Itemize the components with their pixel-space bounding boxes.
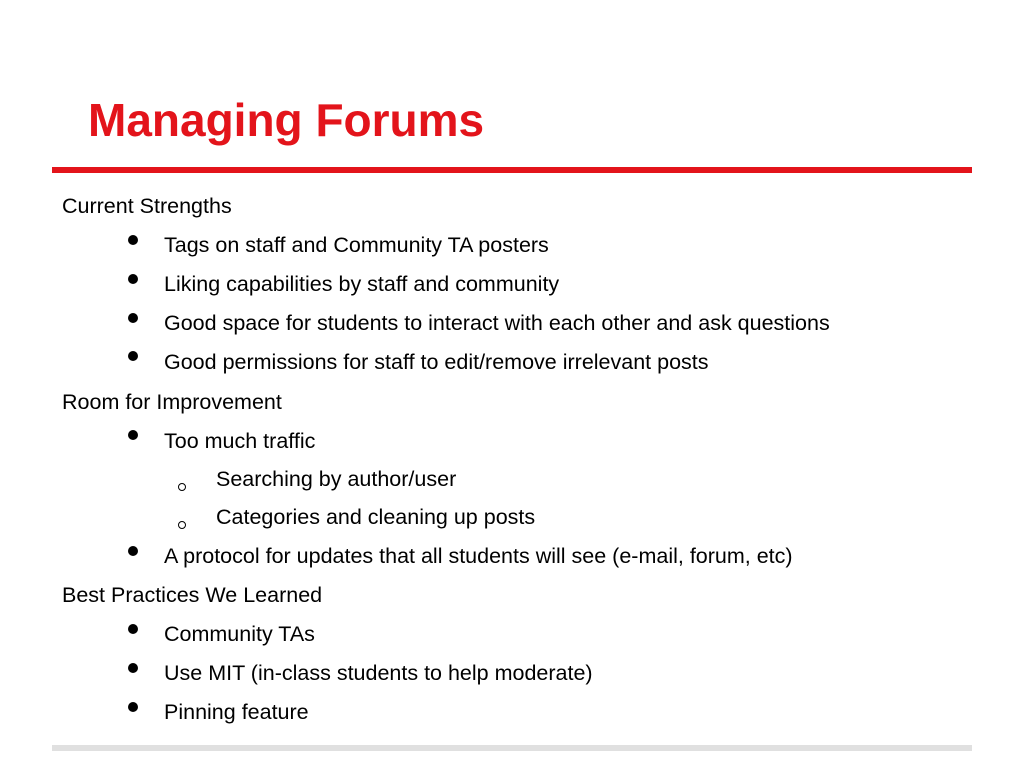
bullet-icon (128, 430, 138, 440)
list-item: Too much traffic (164, 429, 316, 453)
bullet-icon (128, 546, 138, 556)
hollow-bullet-icon (178, 521, 186, 529)
bullet-icon (128, 313, 138, 323)
section-heading-room-for-improvement: Room for Improvement (62, 390, 282, 414)
bullet-icon (128, 351, 138, 361)
list-item: A protocol for updates that all students will see (e-mail, forum, etc) (164, 544, 793, 568)
section-heading-best-practices: Best Practices We Learned (62, 583, 323, 607)
list-item: Tags on staff and Community TA posters (164, 233, 549, 257)
bullet-icon (128, 702, 138, 712)
list-item: Use MIT (in-class students to help moderate) (164, 661, 593, 685)
section-heading-current-strengths: Current Strengths (62, 194, 232, 218)
title-divider (52, 167, 972, 173)
hollow-bullet-icon (178, 483, 186, 491)
bullet-icon (128, 235, 138, 245)
sub-list-item: Searching by author/user (216, 467, 457, 491)
list-item: Liking capabilities by staff and community (164, 272, 560, 296)
list-item: Pinning feature (164, 700, 309, 724)
footer-divider (52, 745, 972, 751)
slide-title: Managing Forums (88, 94, 485, 146)
list-item: Community TAs (164, 622, 315, 646)
bullet-icon (128, 624, 138, 634)
bullet-icon (128, 663, 138, 673)
list-item: Good space for students to interact with each other and ask questions (164, 311, 830, 335)
list-item: Good permissions for staff to edit/remove irrelevant posts (164, 350, 709, 374)
sub-list-item: Categories and cleaning up posts (216, 505, 536, 529)
bullet-icon (128, 274, 138, 284)
